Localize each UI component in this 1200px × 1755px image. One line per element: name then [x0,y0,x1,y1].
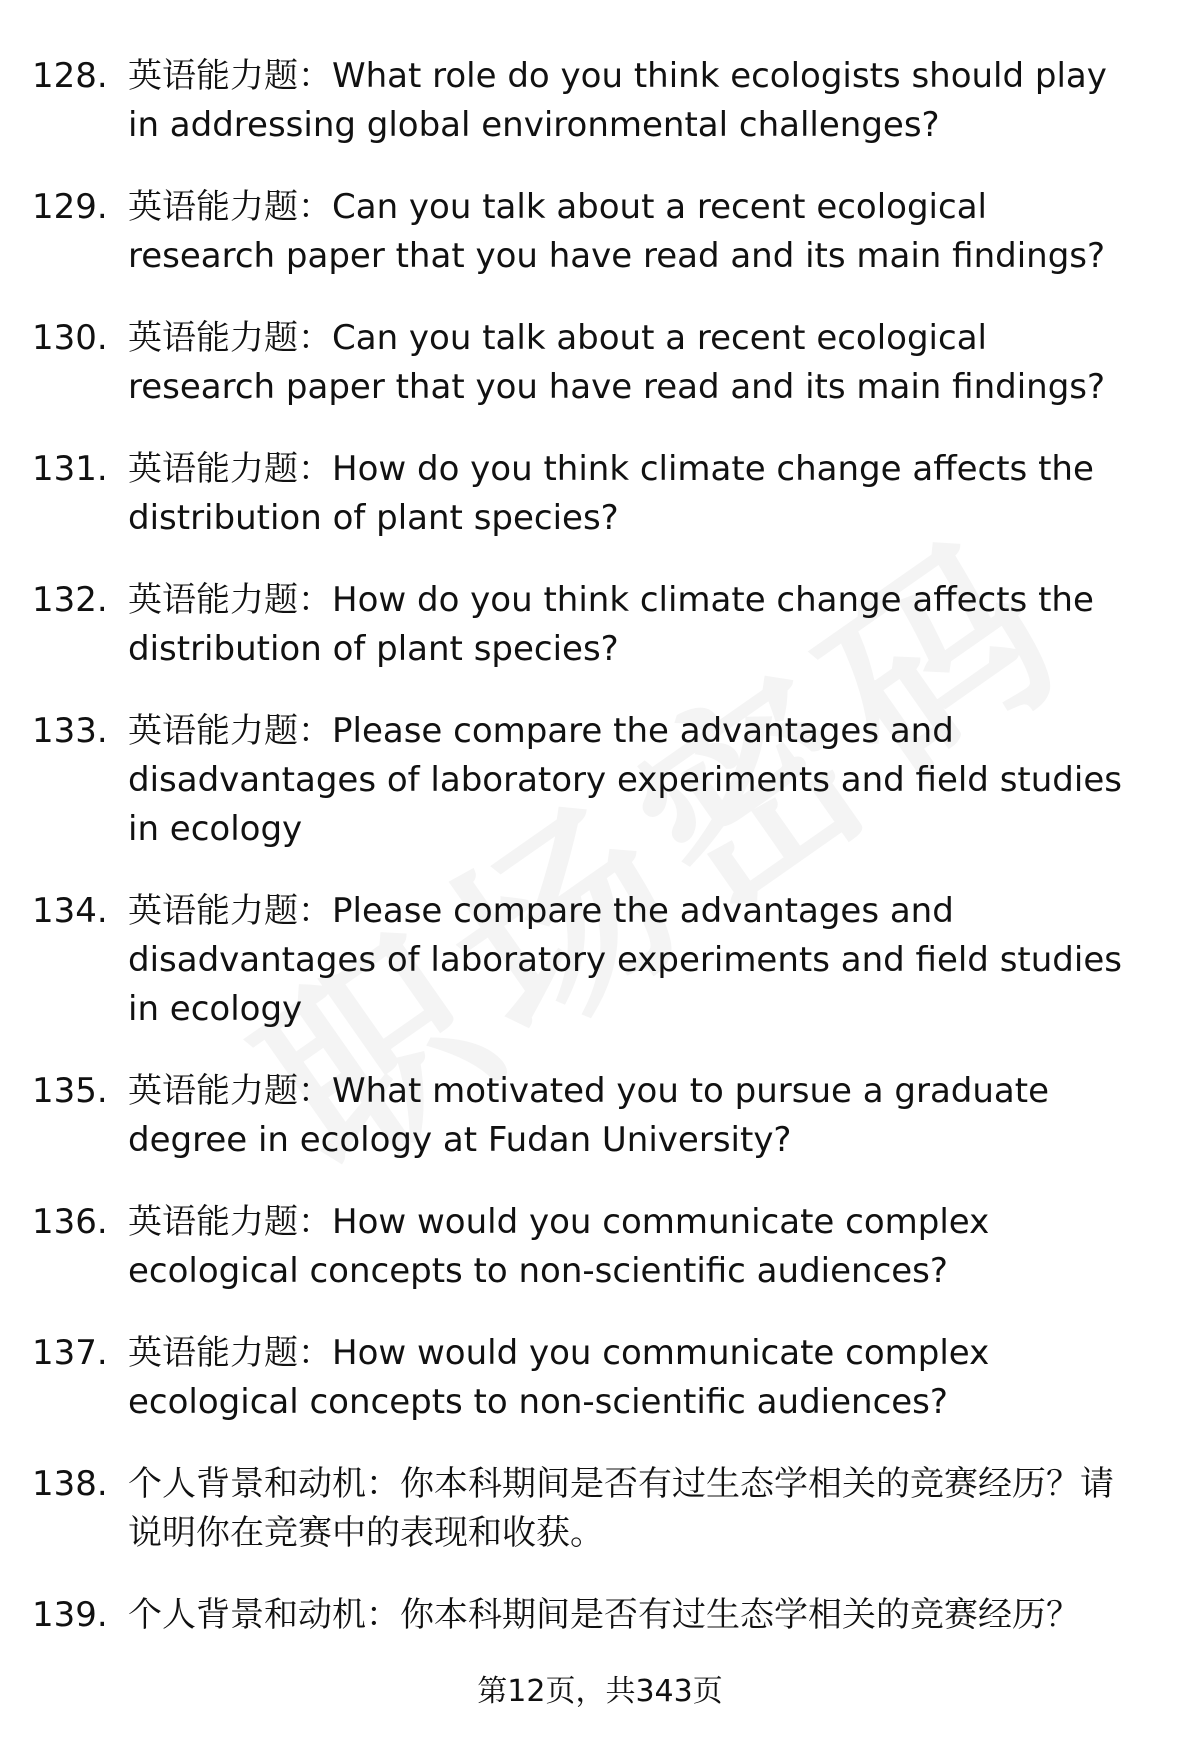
question-category: 英语能力题： [128,711,332,751]
question-item [0,707,1200,854]
question-number: 136. [32,1202,108,1242]
question-category: 英语能力题： [128,580,332,620]
question-number: 128. [32,56,108,96]
question-category: 英语能力题： [128,1202,332,1242]
question-body [128,1067,1140,1165]
question-category: 英语能力题： [128,187,332,227]
question-body [128,1591,1140,1640]
question-text: Can you talk about a recent ecological research paper that you have read and its main findings? [128,187,1106,276]
question-category: 英语能力题： [128,1071,332,1111]
question-text: Please compare the advantages and disadvantages of laboratory experiments and field studies in ecology [128,891,1122,1029]
question-item [0,314,1200,412]
question-category: 个人背景和动机： [128,1464,400,1504]
question-body [128,576,1140,674]
question-item [0,52,1200,150]
question-number: 135. [32,1071,108,1111]
question-item [0,1591,1200,1640]
question-category: 个人背景和动机： [128,1595,400,1635]
question-item [0,183,1200,281]
question-body [128,1329,1140,1427]
question-text: How do you think climate change affects the distribution of plant species? [128,449,1094,538]
question-item [0,445,1200,543]
question-item [0,576,1200,674]
question-list [0,52,1200,1673]
question-text: Please compare the advantages and disadvantages of laboratory experiments and field studies in ecology [128,711,1122,849]
question-number: 137. [32,1333,108,1373]
question-body [128,1198,1140,1296]
question-body [128,445,1140,543]
question-text: How would you communicate complex ecological concepts to non-scientific audiences? [128,1333,990,1422]
question-number: 134. [32,891,108,931]
question-number: 131. [32,449,108,489]
page-footer: 第12页，共343页 [477,1674,723,1709]
question-number: 138. [32,1464,108,1504]
question-number: 130. [32,318,108,358]
question-body [128,52,1140,150]
question-body [128,314,1140,412]
question-text: What motivated you to pursue a graduate degree in ecology at Fudan University? [128,1071,1050,1160]
question-category: 英语能力题： [128,318,332,358]
question-number: 129. [32,187,108,227]
question-body [128,707,1140,854]
question-item [0,1067,1200,1165]
question-item [0,1198,1200,1296]
question-category: 英语能力题： [128,449,332,489]
question-item [0,1329,1200,1427]
question-text: How do you think climate change affects the distribution of plant species? [128,580,1094,669]
question-category: 英语能力题： [128,56,332,96]
question-text: Can you talk about a recent ecological research paper that you have read and its main findings? [128,318,1106,407]
question-number: 133. [32,711,108,751]
question-text: 你本科期间是否有过生态学相关的竞赛经历？请说明你在竞赛中的表现和收获。 [128,1464,1114,1553]
question-body [128,887,1140,1034]
question-body [128,1460,1140,1558]
question-category: 英语能力题： [128,1333,332,1373]
question-text: What role do you think ecologists should play in addressing global environmental challenges? [128,56,1107,145]
question-text: How would you communicate complex ecological concepts to non-scientific audiences? [128,1202,990,1291]
question-number: 139. [32,1595,108,1635]
question-text: 你本科期间是否有过生态学相关的竞赛经历？ [400,1595,1080,1635]
question-item [0,887,1200,1034]
question-body [128,183,1140,281]
question-item [0,1460,1200,1558]
question-category: 英语能力题： [128,891,332,931]
question-number: 132. [32,580,108,620]
